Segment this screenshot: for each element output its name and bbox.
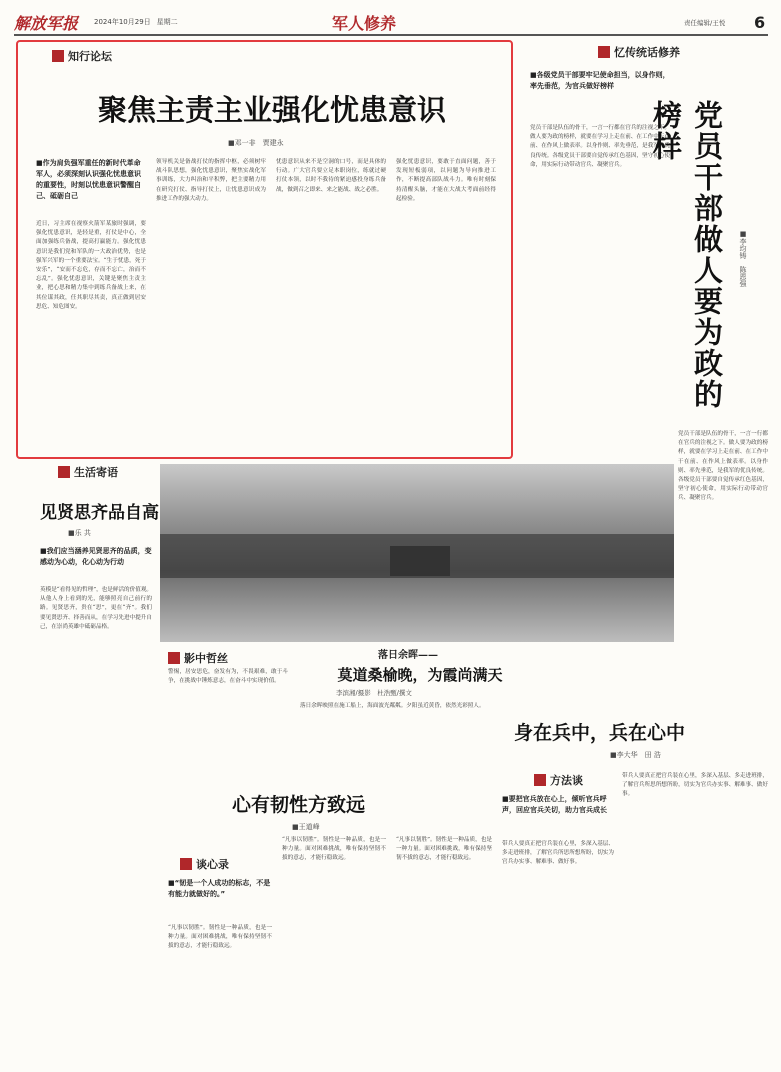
feature-headline: 聚焦主责主业强化忧患意识 <box>97 93 446 127</box>
resilience-lead: ■“韧是一个人成功的标志，不是有能力就做好的。” <box>168 879 271 898</box>
photo-byline: 李滨湘/摄影 杜浩甄/撰文 <box>336 689 412 697</box>
resilience-byline: ■王道峰 <box>292 823 320 831</box>
photo-title: 落日余晖—— <box>378 650 438 661</box>
feature-column-label: 知行论坛 <box>68 50 112 63</box>
feature-column-4: 强化忧患意识，要敢于直面问题，善于发现短板弱项，以问题为导向推进工作，不断提高部队战斗力。唯有时刻保持清醒头脑，才能在大战大考面前经得起检验。 <box>396 159 496 202</box>
resilience-headline: 心有韧性方致远 <box>232 794 366 816</box>
sunset-photo <box>160 464 674 642</box>
feature-body: 近日，习主席在视察火箭军某旅时强调，要强化忧患意识，是轻是重，打仗是中心，全面加强练兵备战，提高打赢能力。强化忧患意识是我们党和军队的一大政治优势，也是强军兴军的一个重要法宝。“生于忧患，死于安乐”，“安而不忘危，存而不忘亡，治而不忘乱”。强化忧患意识，关键是聚焦主责主业，把心思和精力集中到练兵备战上来，在其位谋其政，任其职尽其责，真正做到居安思危、知危图安。 <box>36 221 146 310</box>
photo-column-label: 影中哲丝 <box>184 652 228 665</box>
column-marker-icon <box>168 652 180 664</box>
side-headline: 党员干部做人要为政的榜样 <box>649 100 724 410</box>
issue-weekday: 星期二 <box>156 18 178 26</box>
feature-column-2: 领导机关是备战打仗的指挥中枢，必须树牢战斗队思想，强化忧患意识，聚焦实战化军事训练，大力纠治和平积弊，把主要精力用在研究打仗、指导打仗上，让忧患意识成为推进工作的强大动力。 <box>156 159 266 202</box>
column-marker-icon <box>534 774 546 786</box>
side-lead: ■各级党员干部要牢记使命担当，以身作则，率先垂范，为官兵做好榜样 <box>530 71 670 90</box>
soldiers-lead: ■要把官兵放在心上，倾听官兵呼声，回应官兵关切，助力官兵成长 <box>502 795 607 814</box>
side-byline: ■李均铸 陈恩强 <box>739 230 747 287</box>
life-headline: 见贤思齐品自高 <box>40 503 159 523</box>
column-marker-icon <box>598 46 610 58</box>
feature-lead: ■作为肩负强军重任的新时代革命军人，必须深刻认识强化忧患意识的重要性，时刻以忧患意识警醒自己、砥砺自己 <box>36 159 141 200</box>
side-column-label: 忆传统话修养 <box>614 46 680 59</box>
feature-byline: ■邓一非 贾建永 <box>228 139 284 147</box>
resilience-column-label: 谈心录 <box>196 858 229 871</box>
page-number: 6 <box>754 12 766 32</box>
photo-caption-right: 落日余晖映照在施工船上，海面波光粼粼。夕阳虽近黄昏，依然光彩照人。 <box>300 703 485 709</box>
resilience-body-2: “凡事以韧胜”。韧性是一种品质，也是一种力量。面对困难挑战，唯有保持坚韧不拔的意志，才能行稳致远。 <box>282 837 386 862</box>
photo-caption-left: 警惕，居安思危，奋发有为，不畏艰难，敢于斗争，在挑战中锤炼意志，在奋斗中实现价值。 <box>168 669 288 685</box>
resilience-body: “凡事以韧胜”。韧性是一种品质，也是一种力量。面对困难挑战，唯有保持坚韧不拔的意志，才能行稳致远。 <box>168 925 272 950</box>
photo-headline: 莫道桑榆晚，为霞尚满天 <box>337 666 503 684</box>
soldiers-body: 带兵人要真正把官兵装在心里，多深入基层、多走进班排，了解官兵所思所想所盼，切实为官兵办实事、解难事、做好事。 <box>502 841 614 866</box>
newspaper-logo: 解放军报 <box>14 13 79 33</box>
life-body: 英模是“看得见的哲理”，也是鲜活的价值观。从他人身上看到的光，能够照亮自己前行的路。见贤思齐，贵在“思”，更在“齐”。我们要见贤思齐、择善而从，在学习先进中提升自己，在崇尚英雄中砥砺品格。 <box>40 587 153 630</box>
editor-credit: 责任编辑/王悦 <box>684 18 726 27</box>
issue-date: 2024年10月29日 <box>94 18 151 26</box>
feature-article <box>16 40 513 459</box>
column-marker-icon <box>52 50 64 62</box>
life-column-label: 生活寄语 <box>74 466 118 479</box>
feature-column-3: 忧患意识从来不是空洞的口号，而是具体的行动。广大官兵要立足本职岗位，练就过硬打仗本领，以时不我待的紧迫感投身练兵备战，做到召之即来、来之能战、战之必胜。 <box>276 159 386 193</box>
life-byline: ■乐 共 <box>68 529 91 537</box>
soldiers-byline: ■李大华 田 浩 <box>610 751 661 759</box>
column-marker-icon <box>58 466 70 478</box>
column-marker-icon <box>180 858 192 870</box>
life-lead: ■我们应当涵养见贤思齐的品质，变感动为心动，化心动为行动 <box>40 547 152 566</box>
soldiers-column-label: 方法谈 <box>550 774 583 787</box>
masthead-rule <box>14 34 768 36</box>
soldiers-headline: 身在兵中，兵在心中 <box>514 722 686 744</box>
side-body: 党员干部是队伍的骨干，一言一行都在官兵的注视之下。做人要为政的榜样，就要在学习上走在前、在工作中干在前、在作风上做表率。以身作则、率先垂范，是我军的优良传统。各级党员干部要自觉传承红色基因，坚守初心使命，用实际行动带动官兵、凝聚官兵。 <box>530 125 670 168</box>
side-body-continued: 党员干部是队伍的骨干，一言一行都在官兵的注视之下。做人要为政的榜样，就要在学习上走在前、在工作中干在前、在作风上做表率。以身作则、率先垂范，是我军的优良传统。各级党员干部要自觉传承红色基因，坚守初心使命，用实际行动带动官兵、凝聚官兵。 <box>678 431 768 502</box>
resilience-body-3: “凡事以韧胜”。韧性是一种品质，也是一种力量。面对困难挑战，唯有保持坚韧不拔的意志，才能行稳致远。 <box>396 837 492 862</box>
section-title: 军人修养 <box>332 13 397 33</box>
soldiers-body-2: 带兵人要真正把官兵装在心里，多深入基层、多走进班排，了解官兵所思所想所盼，切实为官兵办实事、解难事、做好事。 <box>622 773 768 798</box>
